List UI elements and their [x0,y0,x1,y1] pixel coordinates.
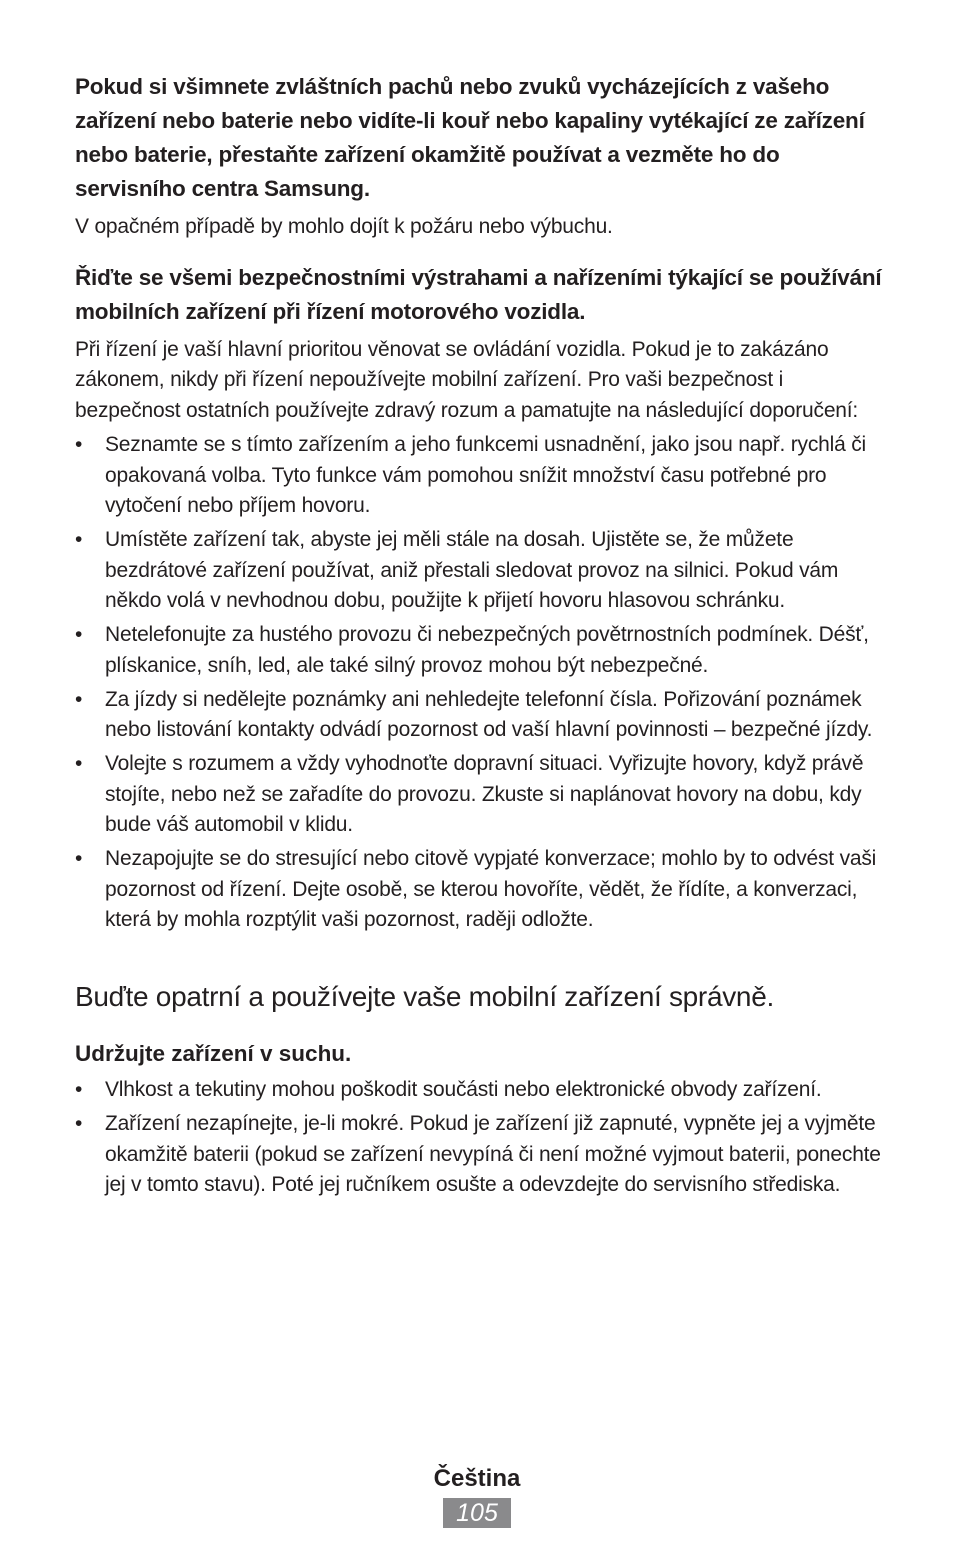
bullet-icon: • [75,1112,83,1135]
list-item [75,749,885,841]
bullet-icon: • [75,528,83,551]
bullet-icon: • [75,433,83,456]
document-page [75,70,885,1204]
bullet-icon: • [75,1078,83,1101]
list-item-text: Za jízdy si nedělejte poznámky ani nehledejte telefonní čísla. Pořizování poznámek nebo listování kontakty odvádí pozornost od vaší hlavní povinnosti – bezpečné jízdy. [105,687,873,741]
bullet-icon: • [75,687,83,711]
sub-heading-keep-dry: Udržujte zařízení v suchu. [75,1041,352,1066]
list-item [75,1075,885,1106]
bullet-icon: • [75,752,83,775]
list-item-text: Seznamte se s tímto zařízením a jeho funkcemi usnadnění, jako jsou např. rychlá či opakovaná volba. Tyto funkce vám pomohou snížit množství času potřebné pro vytočení nebo příjem hovoru. [105,433,866,517]
warning-heading-driving: Řiďte se všemi bezpečnostními výstrahami a nařízeními týkající se používání mobilních zařízení při řízení motorového vozidla. [75,264,882,324]
list-item [75,620,885,681]
bullet-icon: • [75,623,83,646]
warning-text-fire: V opačném případě by mohlo dojít k požáru nebo výbuchu. [75,215,613,238]
list-item-text: Netelefonujte za hustého provozu či nebezpečných povětrnostních podmínek. Déšť, plískanice, sníh, led, ale také silný provoz mohou být nebezpečné. [105,623,869,677]
bullet-icon: • [75,847,83,870]
section-title: Buďte opatrní a používejte vaše mobilní zařízení správně. [75,981,774,1012]
list-item [75,430,885,522]
list-item [75,685,885,746]
footer-language: Čeština [433,1465,521,1492]
list-item-text: Zařízení nezapínejte, je-li mokré. Pokud je zařízení již zapnuté, vypněte jej a vyjměte okamžitě baterii (pokud se zařízení nevypíná či není možné vyjmout baterii, ponechte jej v tomto stavu). Poté jej ručníkem osušte a odevzdejte do servisního střediska. [105,1112,881,1196]
list-item [75,1109,885,1201]
driving-intro-text: Při řízení je vaší hlavní prioritou věnovat se ovládání vozidla. Pokud je to zakázáno zákonem, nikdy při řízení nepoužívejte mobilní zařízení. Pro vaši bezpečnost i bezpečnost ostatních používejte zdravý rozum a pamatujte na následující doporučení: [75,337,859,422]
list-item-text: Umístěte zařízení tak, abyste jej měli stále na dosah. Ujistěte se, že můžete bezdrátové zařízení používat, aniž přestali sledovat provoz na silnici. Pokud vám někdo volá v nevhodnou dobu, použijte k přijetí hovoru hlasovou schránku. [105,528,839,612]
keep-dry-list [75,1075,885,1201]
list-item-text: Vlhkost a tekutiny mohou poškodit součásti nebo elektronické obvody zařízení. [105,1078,822,1101]
list-item [75,844,885,936]
driving-tips-list [75,430,885,936]
list-item-text: Volejte s rozumem a vždy vyhodnoťte dopravní situaci. Vyřizujte hovory, když právě stojíte, nebo než se zařadíte do provozu. Zkuste si naplánovat hovory na dobu, kdy bude váš automobil v klidu. [105,752,864,836]
list-item-text: Nezapojujte se do stresující nebo citově vypjaté konverzace; mohlo by to odvést vaši pozornost od řízení. Dejte osobě, se kterou hovoříte, vědět, že řídíte, a konverzaci, která by mohla rozptýlit vaši pozornost, raději odložte. [105,847,877,931]
page-number: 105 [443,1498,511,1528]
page-footer [0,1462,954,1528]
list-item [75,525,885,617]
warning-heading-smell-smoke: Pokud si všimnete zvláštních pachů nebo zvuků vycházejících z vašeho zařízení nebo baterie nebo vidíte-li kouř nebo kapaliny vytékající ze zařízení nebo baterie, přestaňte zařízení okamžitě používat a vezměte ho do servisního centra Samsung. [75,74,865,201]
